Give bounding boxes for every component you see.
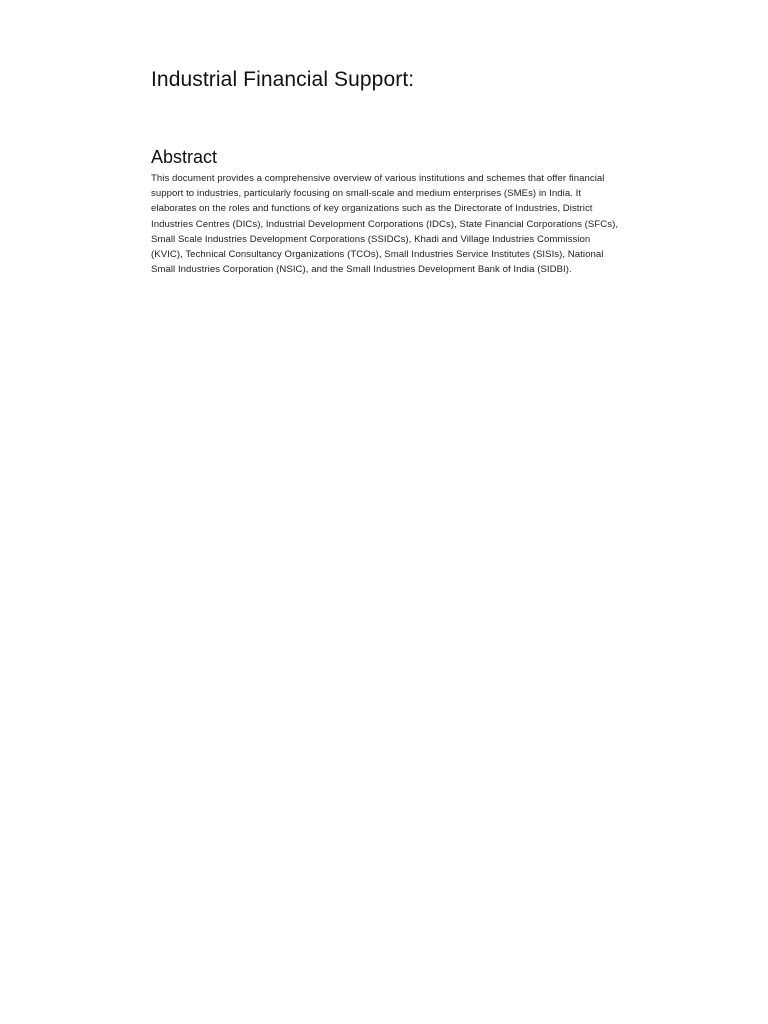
abstract-heading: Abstract [151, 147, 218, 167]
abstract-section [151, 145, 621, 277]
abstract-paragraph: This document provides a comprehensive overview of various institutions and schemes that offer financial support to industries, particularly focusing on small-scale and medium enterprises (SMEs) in India. It elaborates on the roles and functions of key organizations such as the Directorate of Industries, District Industries Centres (DICs), Industrial Development Corporations (IDCs), State Financial Corporations (SFCs), Small Scale Industries Development Corporations (SSIDCs), Khadi and Village Industries Commission (KVIC), Technical Consultancy Organizations (TCOs), Small Industries Service Institutes (SISIs), National Small Industries Corporation (NSIC), and the Small Industries Development Bank of India (SIDBI). [151, 173, 619, 276]
document-content [151, 66, 621, 277]
document-title: Industrial Financial Support: [151, 68, 415, 91]
